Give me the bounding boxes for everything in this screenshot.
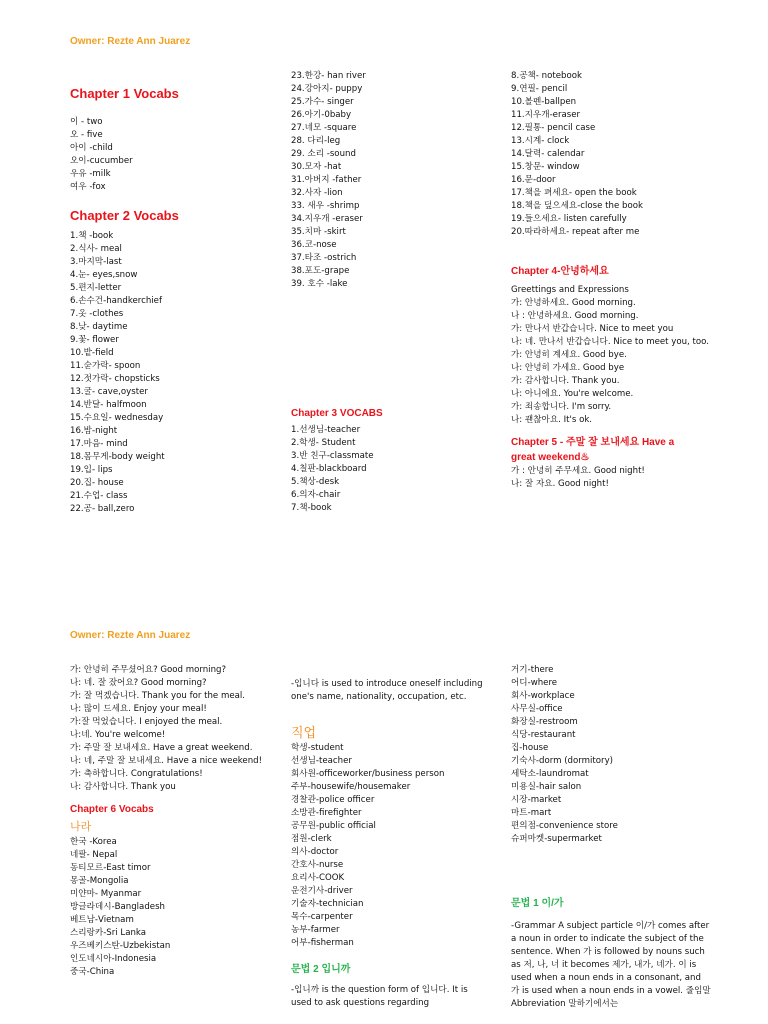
list-item: 우유 -milk bbox=[70, 169, 111, 179]
list-item: 6.의자-chair bbox=[291, 490, 341, 500]
greetings-dialogue bbox=[70, 664, 270, 794]
list-item: 여우 -fox bbox=[70, 182, 106, 192]
list-item: 목수-carpenter bbox=[291, 912, 353, 922]
list-item: 기숙사-dorm (dormitory) bbox=[511, 756, 614, 766]
page1-column-2 bbox=[291, 70, 501, 515]
list-item: 네팔- Nepal bbox=[70, 850, 118, 860]
list-item: 가: 주말 잘 보내세요. Have a great weekend. bbox=[70, 743, 253, 753]
list-item: 나: 괜찮아요. It's ok. bbox=[511, 415, 593, 425]
list-item: 13.시계- clock bbox=[511, 136, 570, 146]
list-item: 나: 안녕히 가세요. Good bye bbox=[511, 363, 625, 373]
chapter-4-dialogue bbox=[511, 297, 721, 427]
list-item: 9.꽃- flower bbox=[70, 335, 119, 345]
list-item: 거기-there bbox=[511, 665, 554, 675]
list-item: 7.책-book bbox=[291, 503, 332, 513]
list-item: 미용실-hair salon bbox=[511, 782, 582, 792]
list-item: 7.옷 -clothes bbox=[70, 309, 124, 319]
list-item: 나: 잘 자요. Good night! bbox=[511, 479, 609, 489]
list-item: 가: 감사합니다. Thank you. bbox=[511, 376, 620, 386]
list-item: 가 : 안녕히 주무세요. Good night! bbox=[511, 466, 645, 476]
grammar-2-title: 문법 2 입니까 bbox=[291, 964, 351, 975]
list-item: 1.선생님-teacher bbox=[291, 425, 361, 435]
list-item: 회사원-officeworker/business person bbox=[291, 769, 445, 779]
list-item: 공무원-public official bbox=[291, 821, 376, 831]
page1-column-1 bbox=[70, 86, 280, 516]
list-item: 사무실-office bbox=[511, 704, 563, 714]
list-item: 가: 죄송합니다. I'm sorry. bbox=[511, 402, 612, 412]
grammar-1-text: -Grammar A subject particle 이/가 comes after a noun in order to indicate the subject of the sentence. When 가 is followed by nouns such as 저, 나, 너 it becomes 제가, 내가, 네가. 이 is used when a noun ends in a consonant, and 가 is used when a noun ends in a vowel. 줄임말 Abbreviation 말하기에서는 bbox=[511, 921, 711, 1009]
list-item: 가: 잘 먹겠습니다. Thank you for the meal. bbox=[70, 691, 245, 701]
chapter-2-title: Chapter 2 Vocabs bbox=[70, 208, 179, 223]
list-item: 36.코-nose bbox=[291, 240, 337, 250]
occupations-heading: 직업 bbox=[291, 726, 317, 741]
list-item: 4.눈- eyes,snow bbox=[70, 270, 138, 280]
list-item: 우즈베키스탄-Uzbekistan bbox=[70, 941, 171, 951]
list-item: 미얀마- Myanmar bbox=[70, 889, 142, 899]
list-item: 나: 네. 만나서 반갑습니다. Nice to meet you, too. bbox=[511, 337, 709, 347]
list-item: 아이 -child bbox=[70, 143, 113, 153]
list-item: 37.타조 -ostrich bbox=[291, 253, 357, 263]
list-item: 24.강아지- puppy bbox=[291, 84, 363, 94]
list-item: 회사-workplace bbox=[511, 691, 575, 701]
list-item: 학생-student bbox=[291, 743, 344, 753]
list-item: 8.낮- daytime bbox=[70, 322, 128, 332]
list-item: 가:잘 먹었습니다. I enjoyed the meal. bbox=[70, 717, 223, 727]
list-item: 5.편지-letter bbox=[70, 283, 122, 293]
list-item: 32.사자 -lion bbox=[291, 188, 343, 198]
list-item: 나: 네, 주말 잘 보내세요. Have a nice weekend! bbox=[70, 756, 263, 766]
list-item: 18.몸무게-body weight bbox=[70, 452, 165, 462]
ipnida-explanation: -입니다 is used to introduce oneself including one's name, nationality, occupation, etc. bbox=[291, 679, 483, 702]
list-item: 3.반 친구-classmate bbox=[291, 451, 374, 461]
list-item: 슈퍼마켓-supermarket bbox=[511, 834, 602, 844]
list-item: 마트-mart bbox=[511, 808, 552, 818]
list-item: 4.칠판-blackboard bbox=[291, 464, 367, 474]
owner-label-page-2: Owner: Rezte Ann Juarez bbox=[70, 630, 191, 641]
list-item: 나: 네. 잘 잤어요? Good morning? bbox=[70, 678, 207, 688]
list-item: 12.필통- pencil case bbox=[511, 123, 596, 133]
list-item: 농부-farmer bbox=[291, 925, 340, 935]
list-item: 가: 안녕하세요. Good morning. bbox=[511, 298, 636, 308]
list-item: 14.달력- calendar bbox=[511, 149, 585, 159]
list-item: 어부-fisherman bbox=[291, 938, 354, 948]
chapter-6-title: Chapter 6 Vocabs bbox=[70, 804, 154, 815]
list-item: 38.포도-grape bbox=[291, 266, 350, 276]
list-item: 22.공- ball,zero bbox=[70, 504, 135, 514]
list-item: 30.모자 -hat bbox=[291, 162, 342, 172]
list-item: 주부-housewife/housemaker bbox=[291, 782, 411, 792]
page2-column-3 bbox=[511, 664, 711, 1011]
list-item: 오 - five bbox=[70, 130, 103, 140]
list-item: 나: 아니에요. You're welcome. bbox=[511, 389, 634, 399]
list-item: 시장-market bbox=[511, 795, 562, 805]
list-item: 베트남-Vietnam bbox=[70, 915, 134, 925]
list-item: 10.볼펜-ballpen bbox=[511, 97, 577, 107]
list-item: 나: 많이 드세요. Enjoy your meal! bbox=[70, 704, 207, 714]
page2-column-2 bbox=[291, 678, 486, 1010]
chapter-1-title: Chapter 1 Vocabs bbox=[70, 86, 179, 101]
chapter-4-title: Chapter 4-안녕하세요 bbox=[511, 266, 609, 277]
list-item: 의사-doctor bbox=[291, 847, 339, 857]
list-item: 운전기사-driver bbox=[291, 886, 353, 896]
list-item: 20.집- house bbox=[70, 478, 124, 488]
list-item: 9.연필- pencil bbox=[511, 84, 568, 94]
list-item: 15.수요일- wednesday bbox=[70, 413, 164, 423]
chapter-5-dialogue bbox=[511, 465, 721, 491]
list-item: 8.공책- notebook bbox=[511, 71, 582, 81]
chapter-2-vocab-list bbox=[70, 230, 280, 516]
list-item: 스리랑카-Sri Lanka bbox=[70, 928, 147, 938]
grammar-2-text: -입니까 is the question form of 입니다. It is used to ask questions regarding bbox=[291, 985, 468, 1008]
list-item: 11.지우개-eraser bbox=[511, 110, 581, 120]
chapter-5-title: Chapter 5 - 주말 잘 보내세요 Have a great weekend♨ bbox=[511, 437, 675, 463]
list-item: 소방관-firefighter bbox=[291, 808, 362, 818]
countries-list bbox=[70, 836, 270, 979]
list-item: 어디-where bbox=[511, 678, 558, 688]
chapter-3-vocab-list bbox=[291, 424, 501, 515]
list-item: 가: 안녕히 주무셨어요? Good morning? bbox=[70, 665, 227, 675]
list-item: 경찰관-police officer bbox=[291, 795, 375, 805]
list-item: 39. 호수 -lake bbox=[291, 279, 348, 289]
list-item: 21.수업- class bbox=[70, 491, 128, 501]
list-item: 화장실-restroom bbox=[511, 717, 578, 727]
list-item: 나: 감사합니다. Thank you bbox=[70, 782, 176, 792]
list-item: 인도네시아-Indonesia bbox=[70, 954, 157, 964]
chapter-4-subtitle: Greettings and Expressions bbox=[511, 285, 629, 295]
list-item: 2.학생- Student bbox=[291, 438, 356, 448]
page1-column-3 bbox=[511, 70, 721, 491]
list-item: 16.문-door bbox=[511, 175, 556, 185]
chapter-1-vocab-list bbox=[70, 116, 280, 194]
list-item: 33. 새우 -shrimp bbox=[291, 201, 360, 211]
chapter-3-vocab-list-continued bbox=[511, 70, 721, 239]
list-item: 나:네. You're welcome! bbox=[70, 730, 166, 740]
list-item: 가: 축하합니다. Congratulations! bbox=[70, 769, 203, 779]
list-item: 기술자-technician bbox=[291, 899, 364, 909]
list-item: 방글라데시-Bangladesh bbox=[70, 902, 165, 912]
list-item: 29. 소리 -sound bbox=[291, 149, 356, 159]
list-item: 16.밤-night bbox=[70, 426, 118, 436]
list-item: 23.한강- han river bbox=[291, 71, 366, 81]
list-item: 18.책을 덮으세요-close the book bbox=[511, 201, 643, 211]
list-item: 집-house bbox=[511, 743, 549, 753]
page2-column-1 bbox=[70, 664, 270, 979]
list-item: 6.손수건-handkerchief bbox=[70, 296, 162, 306]
list-item: 31.아버지 -father bbox=[291, 175, 362, 185]
grammar-1-title: 문법 1 이/가 bbox=[511, 898, 564, 909]
list-item: 간호사-nurse bbox=[291, 860, 344, 870]
list-item: 3.마지막-last bbox=[70, 257, 122, 267]
list-item: 17.책을 펴세요- open the book bbox=[511, 188, 637, 198]
list-item: 동티모르-East timor bbox=[70, 863, 151, 873]
list-item: 나 : 안녕하세요. Good morning. bbox=[511, 311, 639, 321]
list-item: 35.치마 -skirt bbox=[291, 227, 346, 237]
list-item: 몽골-Mongolia bbox=[70, 876, 129, 886]
list-item: 11.숟가락- spoon bbox=[70, 361, 141, 371]
chapter-3-title: Chapter 3 VOCABS bbox=[291, 408, 383, 419]
list-item: 5.책상-desk bbox=[291, 477, 340, 487]
list-item: 가: 안녕히 계세요. Good bye. bbox=[511, 350, 627, 360]
list-item: 10.밭-field bbox=[70, 348, 114, 358]
list-item: 이 - two bbox=[70, 117, 103, 127]
list-item: 27.네모 -square bbox=[291, 123, 357, 133]
list-item: 요리사-COOK bbox=[291, 873, 345, 883]
list-item: 식당-restaurant bbox=[511, 730, 576, 740]
list-item: 점원-clerk bbox=[291, 834, 332, 844]
list-item: 12.젓가락- chopsticks bbox=[70, 374, 160, 384]
list-item: 34.지우개 -eraser bbox=[291, 214, 363, 224]
list-item: 선생님-teacher bbox=[291, 756, 352, 766]
list-item: 편의점-convenience store bbox=[511, 821, 618, 831]
list-item: 26.아기-0baby bbox=[291, 110, 352, 120]
places-list bbox=[511, 664, 711, 846]
list-item: 가: 만나서 반갑습니다. Nice to meet you bbox=[511, 324, 674, 334]
list-item: 19.입- lips bbox=[70, 465, 113, 475]
list-item: 오이-cucumber bbox=[70, 156, 133, 166]
list-item: 25.가수- singer bbox=[291, 97, 354, 107]
list-item: 13.굴- cave,oyster bbox=[70, 387, 148, 397]
occupations-list bbox=[291, 742, 486, 950]
list-item: 17.마음- mind bbox=[70, 439, 128, 449]
list-item: 19.들으세요- listen carefully bbox=[511, 214, 627, 224]
chapter-2-vocab-list-continued bbox=[291, 70, 501, 291]
list-item: 15.창문- window bbox=[511, 162, 580, 172]
owner-label: Owner: Rezte Ann Juarez bbox=[70, 36, 191, 47]
list-item: 한국 -Korea bbox=[70, 837, 117, 847]
list-item: 14.반달- halfmoon bbox=[70, 400, 147, 410]
list-item: 2.식사- meal bbox=[70, 244, 122, 254]
list-item: 1.책 -book bbox=[70, 231, 114, 241]
list-item: 중국-China bbox=[70, 967, 115, 977]
list-item: 28. 다리-leg bbox=[291, 136, 341, 146]
countries-heading: 나라 bbox=[70, 820, 92, 833]
list-item: 20.따라하세요- repeat after me bbox=[511, 227, 640, 237]
list-item: 세탁소-laundromat bbox=[511, 769, 589, 779]
